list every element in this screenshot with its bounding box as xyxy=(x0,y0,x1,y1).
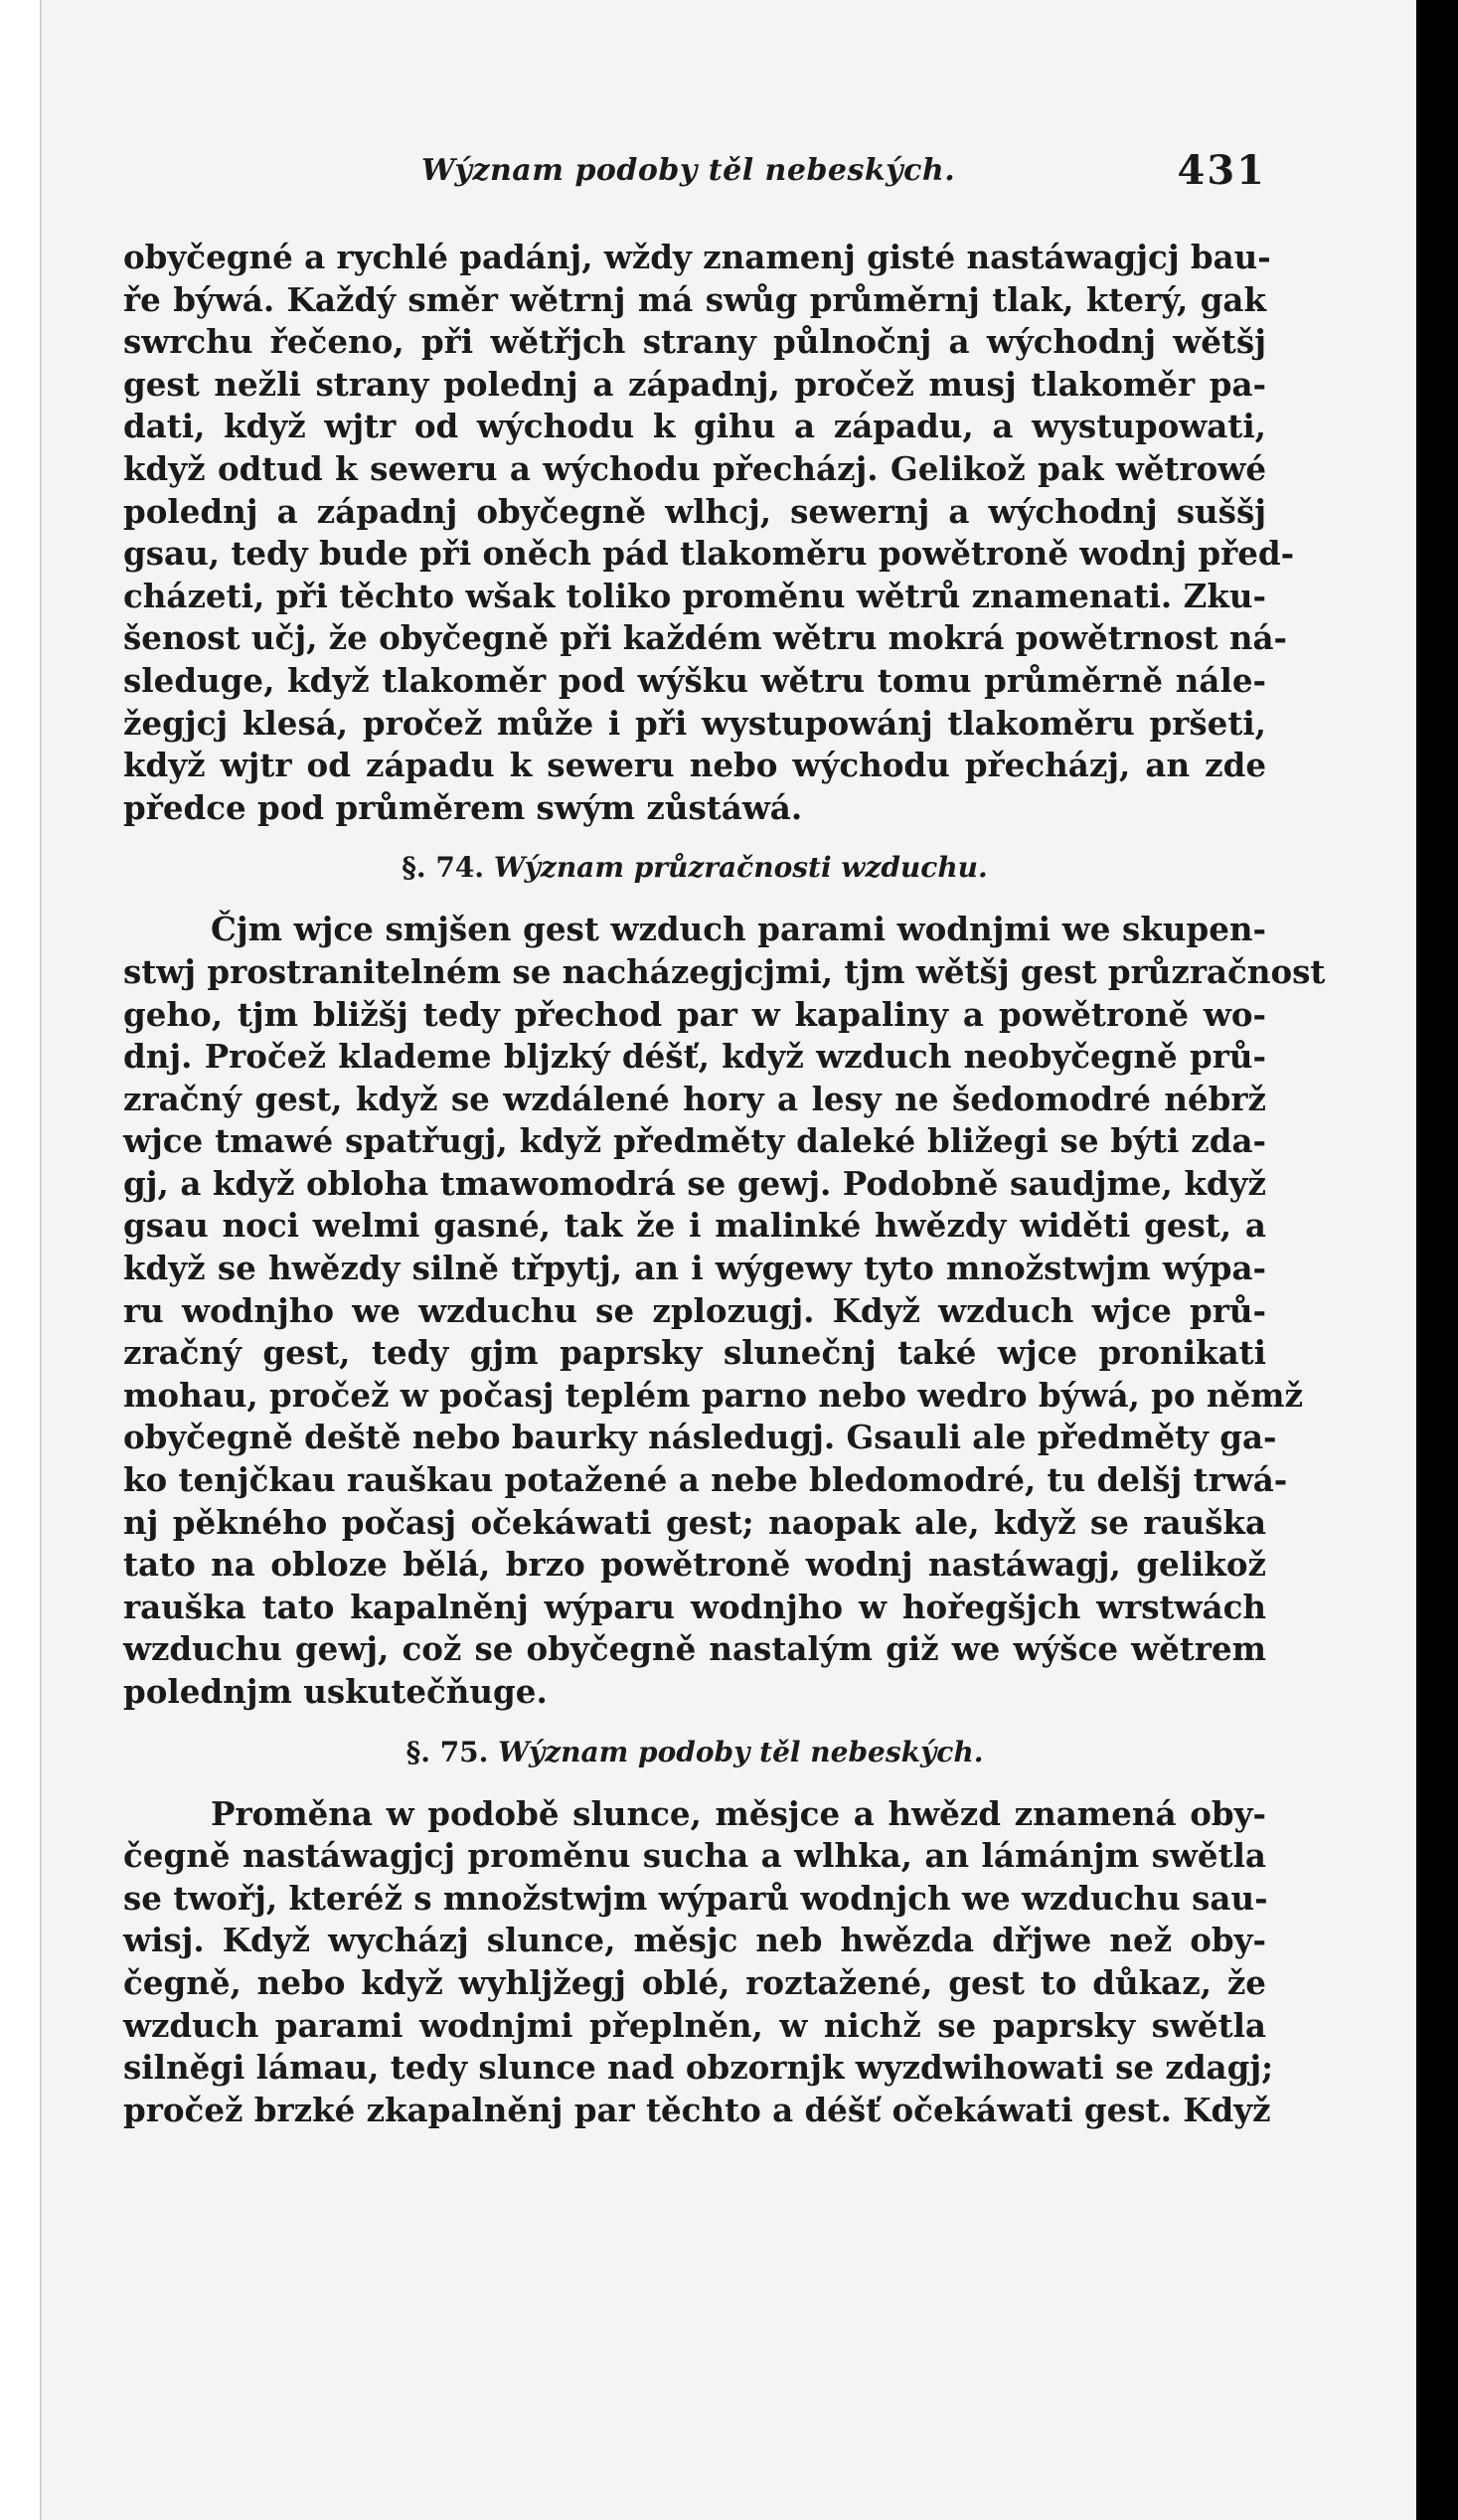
scan-border xyxy=(1416,0,1458,2520)
paragraph xyxy=(123,237,1295,829)
text-line: obyčegné a rychlé padánj, wždy znamenj gisté nastáwagjcj bau- xyxy=(123,238,1271,276)
text-line: polednj a západnj obyčegně wlhcj, sewernj a wýchodnj suššj xyxy=(123,491,1266,531)
text-line: wisj. Když wycházj slunce, měsjc neb hwězda dřjwe než oby- xyxy=(123,1921,1266,1960)
section-heading xyxy=(123,1718,1266,1787)
text-line: dati, když wjtr od wýchodu k gihu a západu, a wystupowati, xyxy=(123,407,1266,446)
text-line: tato na obloze bělá, brzo powětroně wodnj nastáwagj, gelikož xyxy=(123,1545,1266,1585)
text-line: sleduge, když tlakoměr pod wýšku wětru tomu průměrně nále- xyxy=(123,660,1266,700)
text-line: gsau, tedy bude při oněch pád tlakoměru powětroně wodnj před- xyxy=(123,534,1295,574)
text-line: pročež brzké zkapalněnj par těchto a déšť očekáwati gest. Když xyxy=(123,2090,1271,2129)
text-line: ře býwá. Každý směr wětrnj má swůg průměrnj tlak, který, gak xyxy=(123,279,1266,319)
text-line: se twořj, kteréž s množstwjm wýparů wodnjch we wzduchu sau- xyxy=(123,1878,1268,1918)
text-line: žegjcj klesá, pročež může i při wystupowánj tlakoměru pršeti, xyxy=(123,703,1266,743)
section-number: §. 75. xyxy=(405,1735,489,1768)
paragraph xyxy=(123,909,1326,1713)
section-title: Wýznam podoby těl nebeských. xyxy=(498,1735,984,1768)
text-line: čegně nastáwagjcj proměnu sucha a wlhka, an lámánjm swětla xyxy=(123,1836,1266,1876)
text-line: stwj prostranitelném se nacházegjcjmi, tjm wětšj gest průzračnost xyxy=(123,951,1326,991)
text-line: wjce tmawé spatřugj, když předměty daleké bližegi se býti zda- xyxy=(123,1121,1266,1161)
text-line: geho, tjm bližšj tedy přechod par w kapaliny a powětroně wo- xyxy=(123,994,1266,1034)
text-line: gest nežli strany polednj a západnj, pročež musj tlakoměr pa- xyxy=(123,364,1266,404)
body-text xyxy=(123,237,1326,2131)
text-line: gj, a když obloha tmawomodrá se gewj. Podobně saudjme, když xyxy=(123,1163,1266,1203)
text-line: Čjm wjce smjšen gest wzduch parami wodnjmi we skupen- xyxy=(211,910,1266,949)
text-line: čegně, nebo když wyhljžegj oblé, roztažené, gest to důkaz, že xyxy=(123,1962,1266,2002)
section-number: §. 74. xyxy=(402,851,485,885)
text-line: ru wodnjho we wzduchu se zplozugj. Když wzduch wjce prů- xyxy=(123,1290,1266,1330)
text-line: gsau noci welmi gasné, tak že i malinké hwězdy widěti gest, a xyxy=(123,1206,1266,1246)
section-title: Wýznam průzračnosti wzduchu. xyxy=(493,851,988,885)
section-heading xyxy=(123,833,1266,903)
text-line: když wjtr od západu k seweru nebo wýchodu přecházj, an zde xyxy=(123,746,1266,785)
text-line: zračný gest, když se wzdálené hory a lesy ne šedomodré nébrž xyxy=(123,1079,1266,1118)
text-line: wzduch parami wodnjmi přeplněn, w nichž se paprsky swětla xyxy=(123,2005,1266,2045)
text-line: rauška tato kapalněnj wýparu wodnjho w hořegšjch wrstwách xyxy=(123,1587,1266,1626)
text-line: polednjm uskutečňuge. xyxy=(123,1672,548,1711)
text-line: silněgi lámau, tedy slunce nad obzornjk wyzdwihowati se zdagj; xyxy=(123,2048,1274,2088)
text-line: šenost učj, že obyčegně při každém wětru mokrá powětrnost ná- xyxy=(123,618,1288,658)
text-line: obyčegně deště nebo baurky následugj. Gsauli ale předměty ga- xyxy=(123,1418,1277,1457)
paragraph xyxy=(123,1793,1274,2132)
text-line: swrchu řečeno, při wětřjch strany půlnočnj a wýchodnj wětšj xyxy=(123,322,1266,362)
text-line: nj pěkného počasj očekáwati gest; naopak ale, když se rauška xyxy=(123,1502,1266,1542)
text-line: když odtud k seweru a wýchodu přecházj. Gelikož pak wětrowé xyxy=(123,448,1266,488)
page-number: 431 xyxy=(1177,147,1266,194)
text-line: ko tenjčkau rauškau potažené a nebe bledomodré, tu delšj trwá- xyxy=(123,1460,1288,1500)
text-line: mohau, pročež w počasj teplém parno nebo wedro býwá, po němž xyxy=(123,1375,1304,1415)
text-line: Proměna w podobě slunce, měsjce a hwězd znamená oby- xyxy=(211,1793,1266,1833)
text-line: dnj. Pročež klademe bljzký déšť, když wzduch neobyčegně prů- xyxy=(123,1037,1266,1077)
text-line: cházeti, při těchto wšak toliko proměnu wětrů znamenati. Zku- xyxy=(123,576,1266,615)
text-line: zračný gest, tedy gjm paprsky slunečnj také wjce pronikati xyxy=(123,1333,1266,1373)
text-line: když se hwězdy silně třpytj, an i wýgewy tyto množstwjm wýpa- xyxy=(123,1249,1266,1288)
running-title: Wýznam podoby těl nebeských. xyxy=(421,153,956,188)
running-header xyxy=(123,147,1266,207)
text-line: wzduchu gewj, což se obyčegně nastalým giž we wýšce wětrem xyxy=(123,1629,1266,1669)
text-line: předce pod průměrem swým zůstáwá. xyxy=(123,787,803,827)
